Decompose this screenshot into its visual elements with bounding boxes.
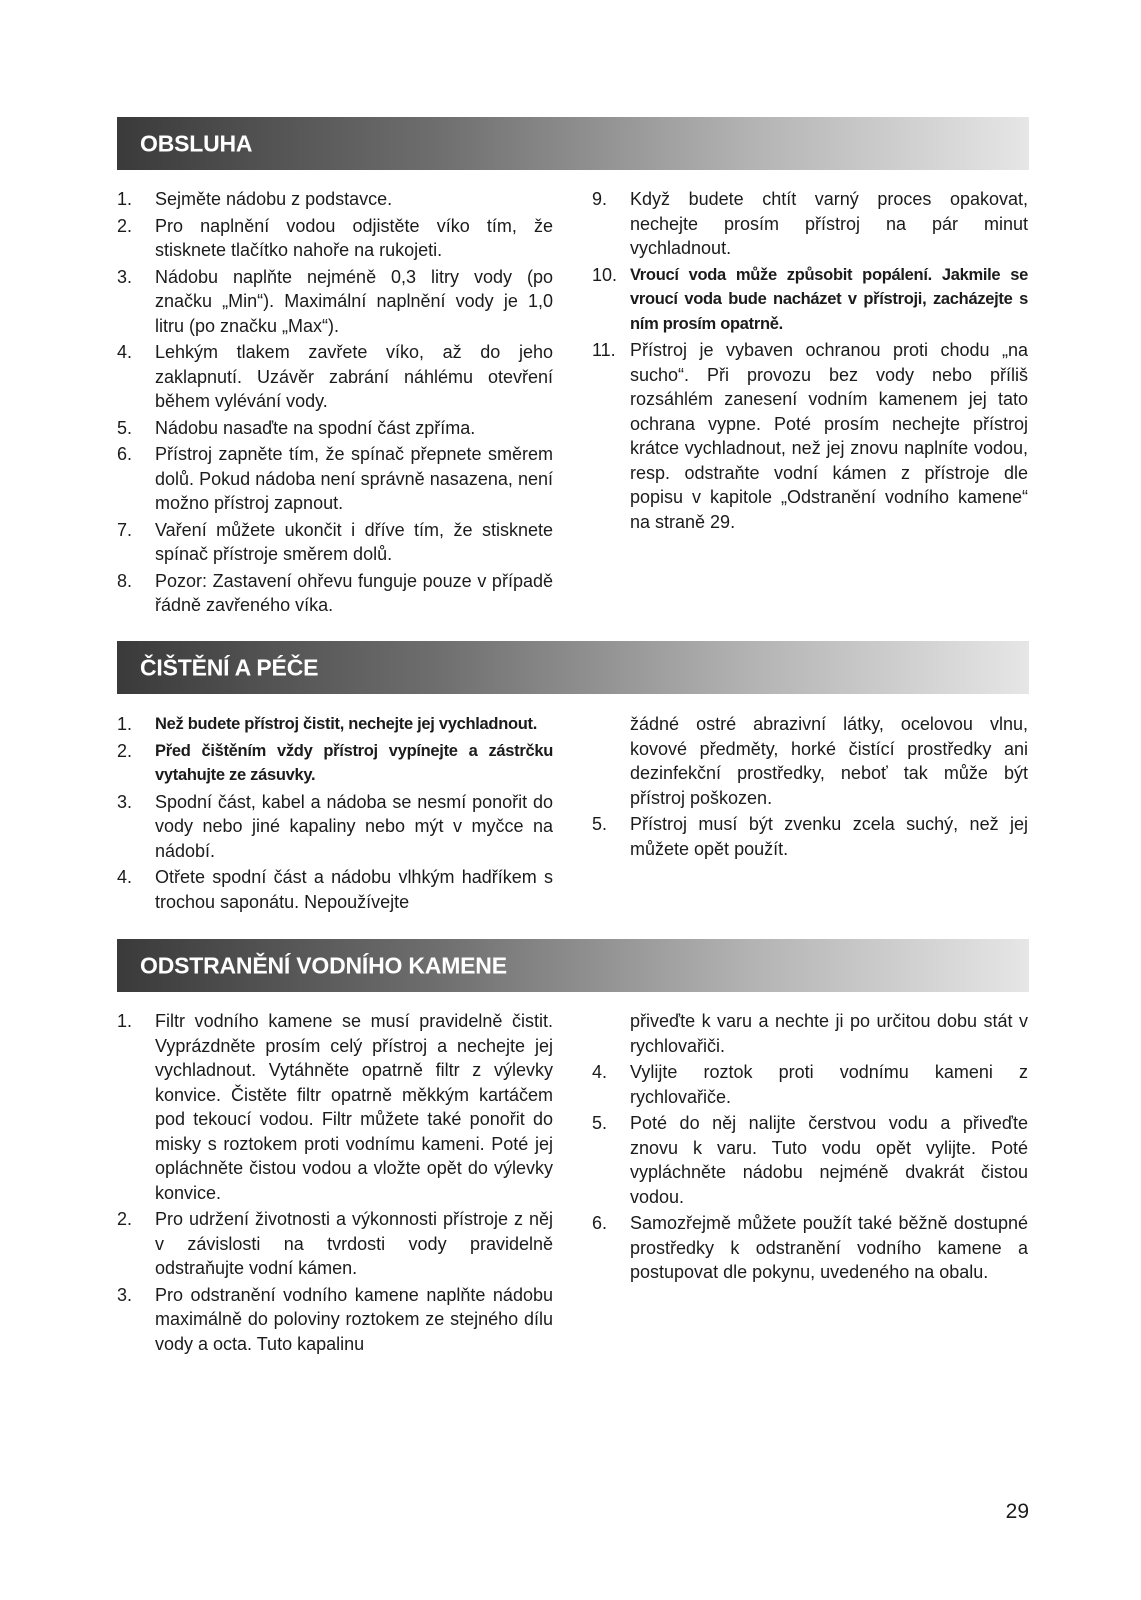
item-text: Než budete přístroj čistit, nechejte jej vychladnout. [155,715,538,733]
item-number: 2. [117,215,133,236]
item-text: Pro naplnění vodou odjistěte víko tím, že stisknete tlačítko nahoře na rukojeti. [155,215,553,260]
item-text: Nádobu nasaďte na spodní část zpříma. [155,417,476,438]
list-item [117,214,553,263]
list-item-warning [117,739,553,788]
list-item [592,338,1028,534]
list-item [117,265,553,339]
item-text: Před čištěním vždy přístroj vypínejte a zástrčku vytahujte ze zásuvky. [155,741,553,784]
list-item [592,1111,1028,1209]
item-number: 3. [117,791,133,812]
item-text: Otřete spodní část a nádobu vlhkým hadříkem s trochou saponátu. Nepoužívejte [155,867,553,912]
list-item [117,187,553,212]
section-header-odstraneni [117,939,1029,992]
section-title: OBSLUHA [140,130,253,156]
section-title: ODSTRANĚNÍ VODNÍHO KAMENE [140,952,507,978]
cisteni-left-column [117,712,553,916]
obsluha-right-column [592,187,1028,536]
item-number: 2. [117,1209,133,1229]
item-text: Pro odstranění vodního kamene naplňte nádobu maximálně do poloviny roztokem ze stejného dílu vody a octa. Tuto kapalinu [155,1284,553,1354]
item-text: Poté do něj nalijte čerstvou vodu a přiveďte znovu k varu. Tuto vodu opět vylijte. Poté vypláchněte nádobu nejméně dvakrát čistou vodou. [630,1113,1028,1207]
item-number: 1. [117,189,133,209]
item-number: 6. [592,1213,608,1233]
obsluha-left-column [117,187,553,620]
item-text: Spodní část, kabel a nádoba se nesmí ponořit do vody nebo jiné kapaliny nebo mýt v myčce na nádobí. [155,791,553,861]
section-header-cisteni [117,641,1029,694]
list-item [117,442,553,516]
item-number: 2. [117,740,133,761]
list-item [592,1211,1028,1285]
item-number: 4. [117,342,133,362]
item-text: Pozor: Zastavení ohřevu funguje pouze v případě řádně zavřeného víka. [155,570,553,615]
item-text: Vylijte roztok proti vodnímu kameni z rychlovařiče. [630,1062,1028,1107]
item-number: 8. [117,570,133,591]
item-text: Přístroj musí být zvenku zcela suchý, než jej můžete opět použít. [630,814,1028,859]
list-item [117,569,553,618]
item-text: Samozřejmě můžete použít také běžně dostupné prostředky k odstranění vodního kamene a postupovat dle pokynu, uvedeného na obalu. [630,1213,1028,1282]
item-number: 11. [592,340,616,360]
item-text: Přístroj je vybaven ochranou proti chodu „na sucho“. Při provozu bez vody nebo příliš rozsáhlém zanesení vodním kamenem jej tato ochrana vypne. Poté prosím nechejte přístroj krátce vychladnout, než jej znovu naplníte vodou, resp. odstraňte vodní kámen z přístroje dle popisu v kapitole „Odstranění vodního kamene“ na straně 29. [630,340,1028,532]
item-number: 10. [592,264,618,285]
item-text: Pro udržení životnosti a výkonnosti přístroje z něj v závislosti na tvrdosti vody pravidelně odstraňujte vodní kámen. [155,1209,553,1278]
item-text: Vroucí voda může způsobit popálení. Jakmile se vroucí voda bude nacházet v přístroji, zacházejte s ním prosím opatrně. [630,265,1028,333]
list-item [592,812,1028,861]
item-text: Lehkým tlakem zavřete víko, až do jeho zaklapnutí. Uzávěr zabrání náhlému otevření během vylévání vody. [155,342,553,411]
list-item [117,865,553,914]
odstraneni-left-column [117,1009,553,1358]
item-number: 3. [117,1284,133,1305]
list-item-continuation [592,712,1028,810]
item-number: 3. [117,266,133,287]
list-item-warning [117,712,553,737]
list-item [117,1283,553,1357]
item-number: 1. [117,714,133,734]
item-number: 4. [117,867,133,887]
item-text: Filtr vodního kamene se musí pravidelně čistit. Vyprázdněte prosím celý přístroj a nechejte jej vychladnout. Vytáhněte opatrně filtr z výlevky konvice. Čistěte filtr opatrně měkkým kartáčem pod tekoucí vodou. Filtr můžete také ponořit do misky s roztokem proti vodnímu kameni. Poté jej opláchněte čistou vodou a vložte opět do výlevky konvice. [155,1011,553,1203]
list-item [592,1060,1028,1109]
list-item [117,790,553,864]
item-text: Přístroj zapněte tím, že spínač přepnete směrem dolů. Pokud nádoba není správně nasazena, není možno přístroj zapnout. [155,444,553,513]
item-number: 4. [592,1062,608,1082]
item-text: Sejměte nádobu z podstavce. [155,189,393,209]
item-text: žádné ostré abrazivní látky, ocelovou vlnu, kovové předměty, horké čistící prostředky ani dezinfekční prostředky, neboť tak může být přístroj poškozen. [630,714,1028,808]
section-header-obsluha [117,117,1029,170]
list-item-warning [592,263,1028,337]
item-text: Vaření můžete ukončit i dříve tím, že stisknete spínač přístroje směrem dolů. [155,519,553,564]
item-number: 1. [117,1011,133,1031]
item-text: Nádobu naplňte nejméně 0,3 litry vody (po značku „Min“). Maximální naplnění vody je 1,0 litru (po značku „Max“). [155,266,553,336]
list-item [117,416,553,441]
list-item-continuation [592,1009,1028,1058]
list-item [117,1207,553,1281]
item-number: 6. [117,444,133,464]
item-number: 5. [592,1113,608,1133]
item-number: 5. [117,417,133,438]
item-text: přiveďte k varu a nechte ji po určitou dobu stát v rychlovařiči. [630,1011,1028,1056]
list-item [592,187,1028,261]
page-number: 29 [1005,1500,1029,1523]
section-title: ČIŠTĚNÍ A PÉČE [140,654,319,680]
item-number: 7. [117,519,133,540]
list-item [117,518,553,567]
cisteni-right-column [592,712,1028,863]
item-number: 5. [592,814,608,834]
item-text: Když budete chtít varný proces opakovat, nechejte prosím přístroj na pár minut vychladnout. [630,189,1028,258]
list-item [117,340,553,414]
item-number: 9. [592,189,608,209]
odstraneni-right-column [592,1009,1028,1287]
list-item [117,1009,553,1205]
